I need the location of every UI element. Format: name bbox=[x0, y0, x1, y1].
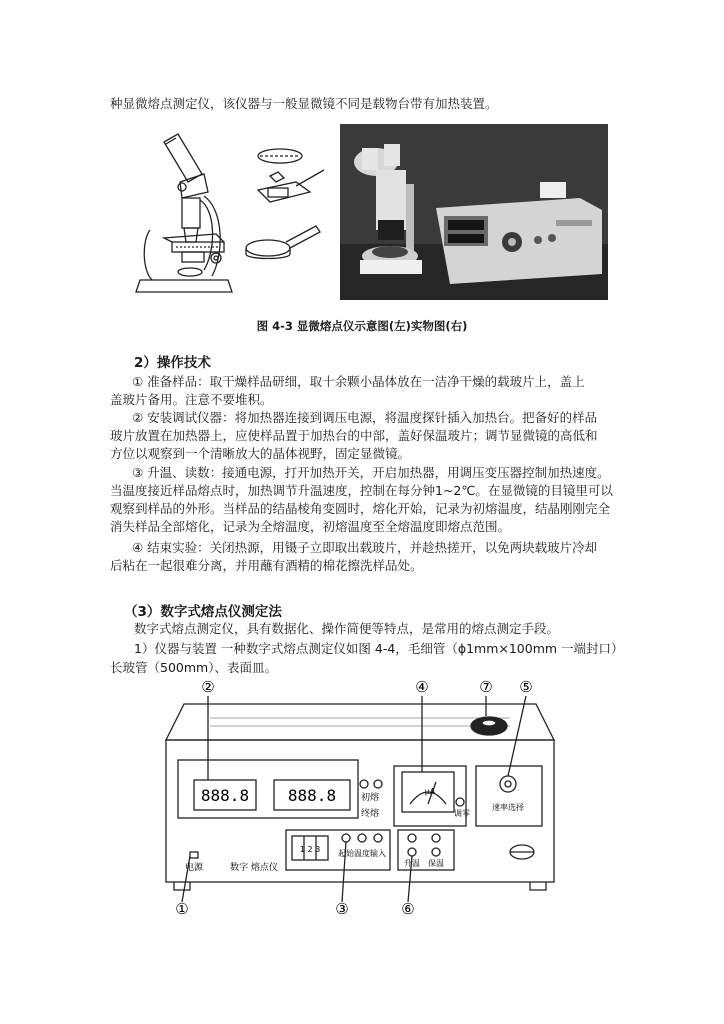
callout-label: ⑤ bbox=[519, 678, 533, 696]
callout-label: ③ bbox=[335, 900, 349, 916]
microscope-drawing bbox=[120, 130, 335, 305]
power-label: 电源 bbox=[184, 863, 204, 873]
paragraph-line: 玻片放置在加热器上，应使样品置于加热台的中部，盖好保温玻片；调节显微镜的高低和 bbox=[110, 428, 598, 443]
heat-up-label: 升温 bbox=[404, 859, 420, 868]
section-heading: 2）操作技术 bbox=[134, 355, 211, 371]
final-melt-label: 终熔 bbox=[360, 809, 380, 819]
meter-unit-label: μA bbox=[424, 787, 436, 796]
paragraph-line: 当温度接近样品熔点时，加热调节升温速度，控制在每分钟1~2℃。在显微镜的目镜里可以 bbox=[110, 483, 613, 498]
intro-text: 种显微熔点测定仪，该仪器与一般显微镜不同是载物台带有加热装置。 bbox=[110, 96, 498, 111]
rate-select-label: 速率选择 bbox=[492, 803, 524, 812]
thumbwheel-digits: 1 2 3 bbox=[299, 845, 321, 854]
start-temp-input-label: 起始温度输入 bbox=[338, 849, 386, 858]
paragraph-line: 盖玻片备用。注意不要堆积。 bbox=[110, 392, 273, 407]
callout-label: ④ bbox=[415, 678, 429, 696]
initial-melt-label: 初熔 bbox=[360, 793, 380, 803]
display-right-readout: 888.8 bbox=[287, 786, 337, 805]
paragraph-line: ④ 结束实验：关闭热源，用镊子立即取出载玻片，并趁热搓开，以免两块载玻片冷却 bbox=[132, 540, 598, 555]
paragraph-line: 观察到样品的外形。当样品的结晶棱角变圆时，熔化开始，记录为初熔温度，结晶刚刚完全 bbox=[110, 501, 611, 516]
display-left-readout: 888.8 bbox=[200, 786, 250, 805]
callout-label: ⑦ bbox=[479, 678, 493, 696]
paragraph-line: 后粘在一起很难分离，并用蘸有酒精的棉花擦洗样品处。 bbox=[110, 558, 423, 573]
paragraph-line: ② 安装调试仪器：将加热器连接到调压电源，将温度探针插入加热台。把备好的样品 bbox=[132, 410, 598, 425]
paragraph-line: 方位以观察到一个清晰放大的晶体视野，固定显微镜。 bbox=[110, 446, 411, 461]
melting-point-instrument-photo bbox=[340, 124, 608, 300]
callout-label: ⑥ bbox=[401, 900, 415, 916]
paragraph-line: ③ 升温、读数：接通电源，打开加热开关，开启加热器，用调压变压器控制加热速度。 bbox=[132, 465, 610, 480]
paragraph-line: 数字式熔点测定仪，具有数据化、操作简便等特点，是常用的熔点测定手段。 bbox=[134, 621, 560, 636]
digital-melting-point-apparatus-figure bbox=[150, 676, 570, 916]
callout-label: ① bbox=[175, 900, 189, 916]
figure-caption: 图 4-3 显微熔点仪示意图(左)实物图(右) bbox=[256, 319, 468, 333]
device-name-label: 数字 熔点仪 bbox=[230, 863, 278, 873]
zero-adjust-label: 调零 bbox=[454, 809, 470, 818]
keep-warm-label: 保温 bbox=[428, 859, 444, 868]
paragraph-line: 1）仪器与装置 一种数字式熔点测定仪如图 4-4，毛细管（ɸ1mm×100mm 一端封口） bbox=[134, 641, 624, 656]
paragraph-line: 长玻管（500mm）、表面皿。 bbox=[110, 660, 277, 675]
paragraph-line: ① 准备样品：取干燥样品研细，取十余颗小晶体放在一洁净干燥的载玻片上，盖上 bbox=[132, 374, 585, 389]
callout-label: ② bbox=[201, 678, 215, 696]
section-heading: （3）数字式熔点仪测定法 bbox=[124, 604, 282, 620]
paragraph-line: 消失样品全部熔化，记录为全熔温度，初熔温度至全熔温度即熔点范围。 bbox=[110, 519, 511, 534]
